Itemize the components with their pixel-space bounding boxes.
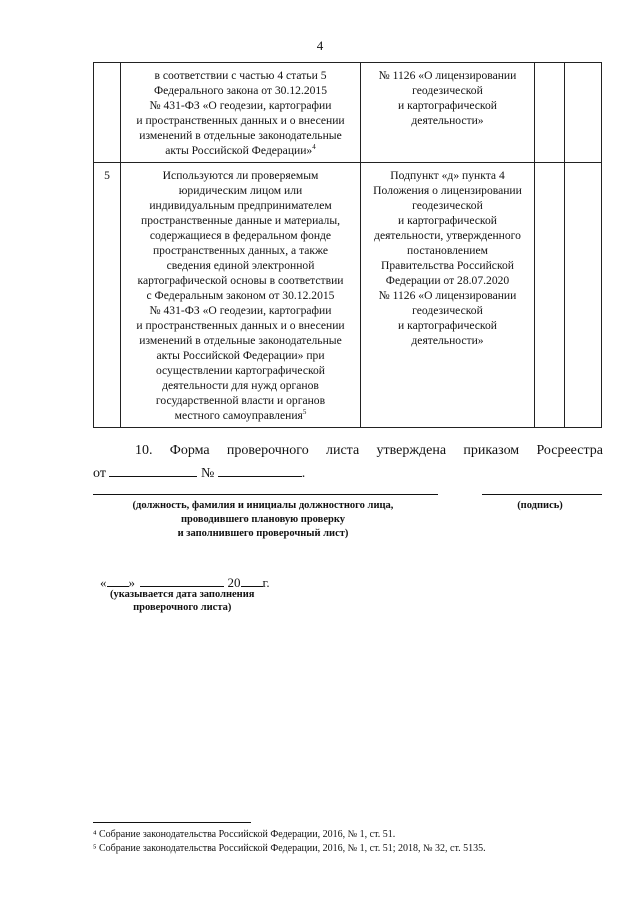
year-suffix: г. [262, 575, 270, 590]
order-number-sign: № [200, 466, 215, 481]
footnote-separator [93, 822, 251, 823]
cell-line: геодезической [412, 84, 483, 97]
answer-cell [535, 163, 565, 428]
cell-line [124, 143, 357, 158]
cell-line: Федерации от 28.07.2020 [385, 274, 510, 287]
question-cell [121, 63, 361, 163]
paragraph-word: приказом [463, 443, 520, 458]
cell-line: государственной власти и органов [155, 394, 326, 407]
cell-line: акты Российской Федерации» при [156, 349, 325, 362]
year-prefix: 20 [227, 575, 241, 590]
caption-line: (указывается дата заполнения [110, 589, 255, 600]
note-cell [565, 163, 602, 428]
form-approval-paragraph [93, 440, 603, 485]
paragraph-word: Форма [169, 443, 210, 458]
answer-cell [535, 63, 565, 163]
cell-line: постановлением [407, 244, 488, 257]
cell-line: № 431-ФЗ «О геодезии, картографии [149, 99, 332, 112]
cell-line: Положения о лицензировании [373, 184, 522, 197]
paragraph-word: проверочного [226, 443, 309, 458]
cell-line: № 431-ФЗ «О геодезии, картографии [149, 304, 332, 317]
signature-line[interactable] [482, 494, 602, 495]
cell-line: с Федеральным законом от 30.12.2015 [146, 289, 335, 302]
caption-line: (должность, фамилия и инициалы должностного лица, [132, 500, 394, 511]
cell-line: геодезической [412, 304, 483, 317]
cell-line: пространственные данные и материалы, [140, 214, 341, 227]
day-blank[interactable] [107, 572, 129, 587]
cell-line: в соответствии с частью 4 статьи 5 [154, 69, 327, 82]
order-date-blank[interactable] [109, 462, 197, 477]
cell-line: деятельности» [411, 334, 484, 347]
footnote-4: ⁴ Собрание законодательства Российской Федерации, 2016, № 1, ст. 51. [93, 829, 396, 840]
caption-line: проводившего плановую проверку [180, 514, 345, 525]
cell-line: изменений в отдельные законодательные [139, 129, 342, 142]
cell-line: содержащиеся в федеральном фонде [149, 229, 332, 242]
cell-line: Используются ли проверяемым [162, 169, 319, 182]
cell-line: № 1126 «О лицензировании [378, 289, 517, 302]
paragraph-word: 10. [135, 443, 153, 458]
cell-line: Подпункт «д» пункта 4 [390, 169, 505, 182]
cell-line-text: акты Российской Федерации» [165, 144, 313, 157]
cell-line: осуществлении картографической [155, 364, 326, 377]
cell-line: деятельности» [411, 114, 484, 127]
footnote-5: ⁵ Собрание законодательства Российской Федерации, 2016, № 1, ст. 51; 2018, № 32, ст. 5135. [93, 843, 486, 854]
cell-line: картографической основы в соответствии [137, 274, 344, 287]
official-signature-line[interactable] [93, 494, 438, 495]
cell-line: и картографической [398, 99, 497, 112]
question-cell [121, 163, 361, 428]
note-cell [565, 63, 602, 163]
cell-line: деятельности для нужд органов [162, 379, 319, 392]
row-number [94, 63, 121, 163]
date-caption [110, 588, 254, 614]
cell-line: геодезической [412, 199, 483, 212]
signature-caption: (подпись) [517, 500, 563, 511]
cell-line: и картографической [398, 319, 497, 332]
date-close-quote: » [128, 575, 135, 590]
order-date-prefix: от [93, 466, 106, 481]
cell-line: и пространственных данных и о внесении [136, 114, 345, 127]
cell-line: юридическим лицом или [178, 184, 303, 197]
paragraph-word: листа [325, 443, 360, 458]
month-blank[interactable] [140, 572, 224, 587]
cell-line: сведения единой электронной [166, 259, 315, 272]
cell-line: Правительства Российской [381, 259, 514, 272]
cell-line: Федерального закона от 30.12.2015 [153, 84, 328, 97]
paragraph-line-1 [93, 440, 603, 462]
page-number: 4 [316, 38, 324, 53]
caption-line: и заполнившего проверочный лист) [177, 528, 349, 539]
cell-line: № 1126 «О лицензировании [378, 69, 517, 82]
reference-cell [361, 63, 535, 163]
cell-line [124, 408, 357, 423]
order-number-blank[interactable] [218, 462, 302, 477]
table-row [94, 63, 602, 163]
order-end-period: . [301, 466, 306, 481]
row-number: 5 [94, 163, 121, 428]
paragraph-line-2 [93, 462, 603, 485]
checklist-table [93, 62, 602, 428]
cell-line: и пространственных данных и о внесении [136, 319, 345, 332]
cell-line: пространственных данных, а также [152, 244, 329, 257]
cell-line: индивидуальным предпринимателем [149, 199, 332, 212]
cell-line: и картографической [398, 214, 497, 227]
footnote-marker: 5 [302, 408, 307, 417]
paragraph-word: утверждена [376, 443, 447, 458]
paragraph-word: Росреестра [536, 443, 603, 458]
caption-line: проверочного листа) [133, 602, 232, 613]
date-open-quote: « [100, 575, 107, 590]
table-row [94, 163, 602, 428]
year-blank[interactable] [241, 572, 263, 587]
cell-line: изменений в отдельные законодательные [139, 334, 342, 347]
footnote-marker: 4 [312, 143, 316, 152]
cell-line-text: местного самоуправления [174, 409, 303, 422]
official-caption [113, 499, 413, 541]
cell-line: деятельности, утвержденного [374, 229, 521, 242]
reference-cell [361, 163, 535, 428]
